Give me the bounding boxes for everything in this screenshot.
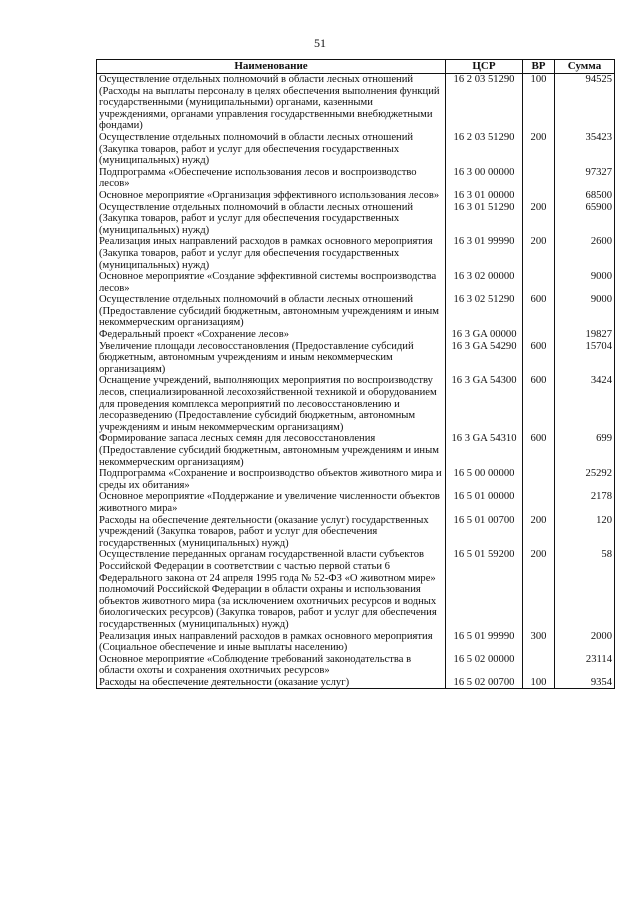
row-vr [523, 468, 555, 491]
row-sum: 58 [555, 549, 615, 630]
row-vr: 100 [523, 677, 555, 689]
row-vr [523, 654, 555, 677]
row-sum: 94525 [555, 74, 615, 132]
table-row [97, 677, 615, 689]
row-csr: 16 3 GA 54310 [446, 433, 523, 468]
table-row [97, 468, 615, 491]
header-csr: ЦСР [446, 60, 523, 74]
row-csr: 16 5 00 00000 [446, 468, 523, 491]
table-row [97, 631, 615, 654]
table-row [97, 329, 615, 341]
row-vr: 200 [523, 515, 555, 550]
row-vr [523, 167, 555, 190]
table-row [97, 132, 615, 167]
table-header-row [97, 60, 615, 74]
row-vr [523, 271, 555, 294]
row-csr: 16 5 01 00700 [446, 515, 523, 550]
row-vr [523, 329, 555, 341]
row-csr: 16 5 01 99990 [446, 631, 523, 654]
row-csr: 16 5 02 00000 [446, 654, 523, 677]
row-name: Оснащение учреждений, выполняющих мероприятия по воспроизводству лесов, специализированной лесохозяйственной техникой и оборудованием для проведения комплекса мероприятий по лесовосстановлению и лесоразведению (Предоставление субсидий бюджетным, автономным учреждениям и иным некоммерческим организациям) [97, 375, 446, 433]
row-name: Основное мероприятие «Создание эффективной системы воспроизводства лесов» [97, 271, 446, 294]
row-name: Федеральный проект «Сохранение лесов» [97, 329, 446, 341]
row-sum: 9000 [555, 271, 615, 294]
table-row [97, 74, 615, 132]
row-sum: 2178 [555, 491, 615, 514]
row-csr: 16 3 02 51290 [446, 294, 523, 329]
row-csr: 16 5 01 00000 [446, 491, 523, 514]
row-name: Расходы на обеспечение деятельности (оказание услуг) [97, 677, 446, 689]
row-name: Формирование запаса лесных семян для лесовосстановления (Предоставление субсидий бюджетным, автономным учреждениям и иным некоммерческим организациям) [97, 433, 446, 468]
row-name: Основное мероприятие «Организация эффективного использования лесов» [97, 190, 446, 202]
row-csr: 16 5 02 00700 [446, 677, 523, 689]
header-sum: Сумма [555, 60, 615, 74]
row-vr: 600 [523, 294, 555, 329]
row-csr: 16 5 01 59200 [446, 549, 523, 630]
table-row [97, 202, 615, 237]
row-vr: 200 [523, 132, 555, 167]
row-csr: 16 3 GA 00000 [446, 329, 523, 341]
table-row [97, 515, 615, 550]
row-name: Увеличение площади лесовосстановления (Предоставление субсидий бюджетным, автономным учреждениям и иным некоммерческим организациям) [97, 341, 446, 376]
table-row [97, 654, 615, 677]
row-sum: 2600 [555, 236, 615, 271]
row-vr: 200 [523, 549, 555, 630]
row-sum: 25292 [555, 468, 615, 491]
row-name: Осуществление отдельных полномочий в области лесных отношений (Закупка товаров, работ и услуг для обеспечения государственных (муниципальных) нужд) [97, 202, 446, 237]
row-vr: 100 [523, 74, 555, 132]
row-csr: 16 3 01 00000 [446, 190, 523, 202]
header-name: Наименование [97, 60, 446, 74]
row-sum: 15704 [555, 341, 615, 376]
row-name: Основное мероприятие «Соблюдение требований законодательства в области охоты и сохранения охотничьих ресурсов» [97, 654, 446, 677]
row-csr: 16 3 GA 54300 [446, 375, 523, 433]
row-name: Реализация иных направлений расходов в рамках основного мероприятия (Закупка товаров, работ и услуг для обеспечения государственных (муниципальных) нужд) [97, 236, 446, 271]
row-name: Реализация иных направлений расходов в рамках основного мероприятия (Социальное обеспечение и иные выплаты населению) [97, 631, 446, 654]
row-name: Основное мероприятие «Поддержание и увеличение численности объектов животного мира» [97, 491, 446, 514]
row-sum: 2000 [555, 631, 615, 654]
table-row [97, 549, 615, 630]
row-vr: 600 [523, 433, 555, 468]
header-vr: ВР [523, 60, 555, 74]
table-row [97, 271, 615, 294]
row-vr: 200 [523, 236, 555, 271]
row-sum: 3424 [555, 375, 615, 433]
row-name: Осуществление отдельных полномочий в области лесных отношений (Предоставление субсидий бюджетным, автономным учреждениям и иным некоммерческим организациям) [97, 294, 446, 329]
table-row [97, 433, 615, 468]
row-vr: 600 [523, 341, 555, 376]
table-row [97, 491, 615, 514]
table-row [97, 167, 615, 190]
table-row [97, 341, 615, 376]
row-sum: 68500 [555, 190, 615, 202]
row-csr: 16 2 03 51290 [446, 74, 523, 132]
row-vr [523, 491, 555, 514]
row-vr: 300 [523, 631, 555, 654]
page-number: 51 [314, 36, 326, 50]
row-csr: 16 3 02 00000 [446, 271, 523, 294]
row-sum: 120 [555, 515, 615, 550]
row-name: Осуществление отдельных полномочий в области лесных отношений (Закупка товаров, работ и услуг для обеспечения государственных (муниципальных) нужд) [97, 132, 446, 167]
row-name: Подпрограмма «Сохранение и воспроизводство объектов животного мира и среды их обитания» [97, 468, 446, 491]
row-csr: 16 3 00 00000 [446, 167, 523, 190]
row-sum: 9000 [555, 294, 615, 329]
budget-table [96, 59, 615, 689]
row-csr: 16 3 GA 54290 [446, 341, 523, 376]
row-name: Осуществление переданных органам государственной власти субъектов Российской Федерации в соответствии с частью первой статьи 6 Федерального закона от 24 апреля 1995 года № 52-ФЗ «О животном мире» полномочий Российской Федерации в области охраны и использования объектов животного мира (за исключением охотничьих ресурсов и водных биологических ресурсов) (Закупка товаров, работ и услуг для обеспечения государственных (муниципальных) нужд) [97, 549, 446, 630]
row-sum: 699 [555, 433, 615, 468]
row-name: Подпрограмма «Обеспечение использования лесов и воспроизводство лесов» [97, 167, 446, 190]
row-vr: 600 [523, 375, 555, 433]
row-sum: 23114 [555, 654, 615, 677]
row-vr: 200 [523, 202, 555, 237]
row-name: Расходы на обеспечение деятельности (оказание услуг) государственных учреждений (Закупка товаров, работ и услуг для обеспечения государственных (муниципальных) нужд) [97, 515, 446, 550]
row-csr: 16 3 01 51290 [446, 202, 523, 237]
row-csr: 16 3 01 99990 [446, 236, 523, 271]
row-sum: 35423 [555, 132, 615, 167]
table-row [97, 236, 615, 271]
row-sum: 19827 [555, 329, 615, 341]
row-csr: 16 2 03 51290 [446, 132, 523, 167]
row-sum: 65900 [555, 202, 615, 237]
row-sum: 9354 [555, 677, 615, 689]
table-row [97, 294, 615, 329]
row-vr [523, 190, 555, 202]
row-name: Осуществление отдельных полномочий в области лесных отношений (Расходы на выплаты персоналу в целях обеспечения выполнения функций государственными (муниципальными) органами, казенными учреждениями, органами управления государственными внебюджетными фондами) [97, 74, 446, 132]
table-row [97, 190, 615, 202]
table-row [97, 375, 615, 433]
row-sum: 97327 [555, 167, 615, 190]
